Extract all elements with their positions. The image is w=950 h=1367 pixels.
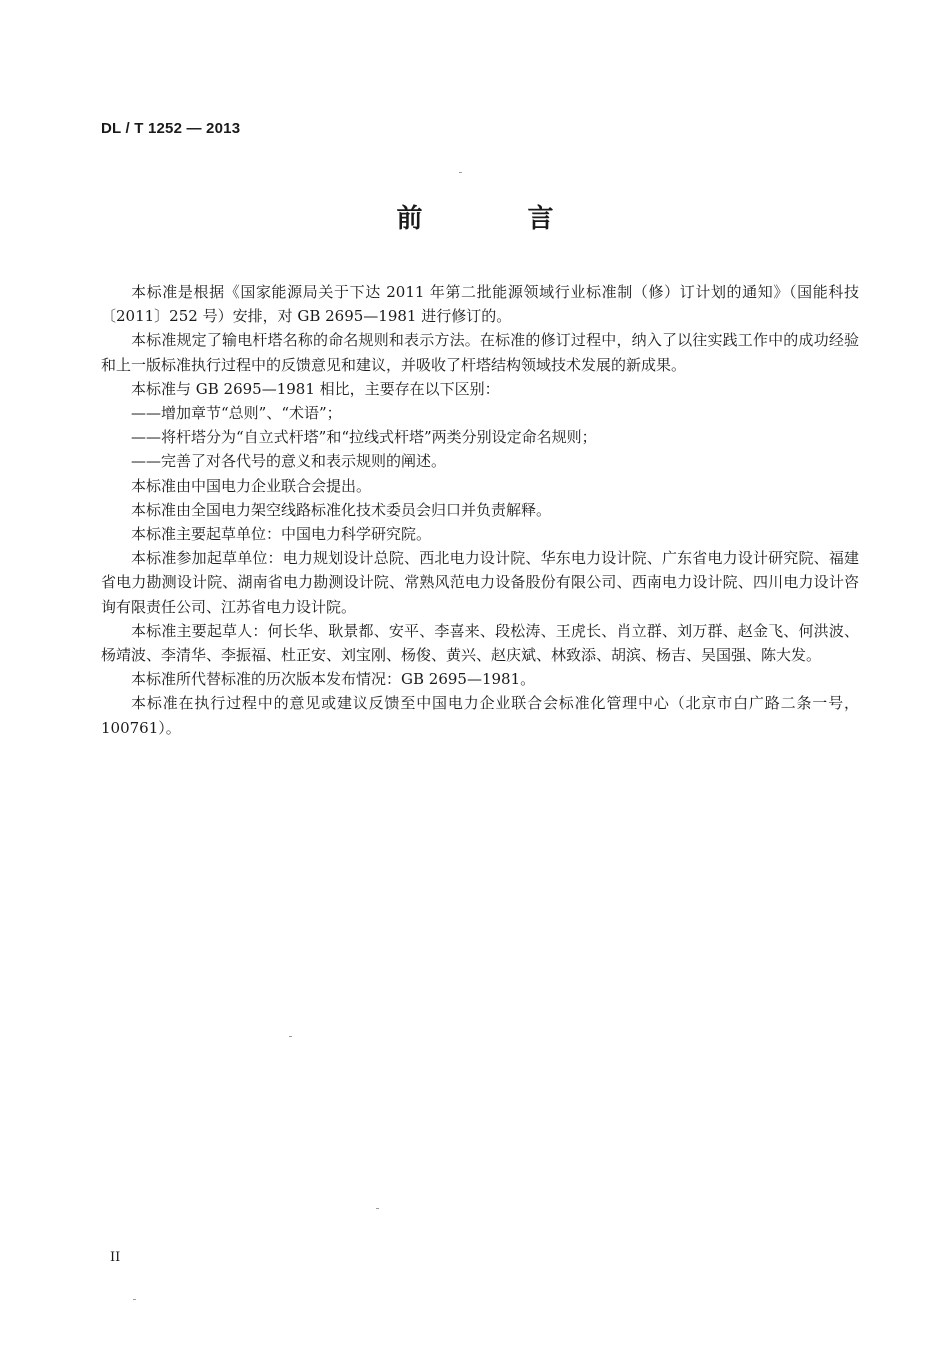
list-item-difference-2: ——将杆塔分为“自立式杆塔”和“拉线式杆塔”两类分别设定命名规则； [131, 428, 597, 447]
document-code: DL / T 1252 — 2013 [101, 120, 241, 137]
paragraph-proposer: 本标准由中国电力企业联合会提出。 [131, 476, 372, 495]
paragraph-committee: 本标准由全国电力架空线路标准化技术委员会归口并负责解释。 [131, 500, 552, 519]
paragraph-feedback: 本标准在执行过程中的意见或建议反馈至中国电力企业联合会标准化管理中心（北京市白广路二条一号，100761）。 [101, 694, 859, 737]
paragraph-scope: 本标准规定了输电杆塔名称的命名规则和表示方法。在标准的修订过程中，纳入了以往实践工作中的成功经验和上一版标准执行过程中的反馈意见和建议，并吸收了杆塔结构领域技术发展的新成果。 [101, 331, 859, 374]
list-item-difference-1: ——增加章节“总则”、“术语”； [131, 404, 342, 423]
list-item-difference-3: ——完善了对各代号的意义和表示规则的阐述。 [131, 452, 447, 471]
page-title: 前 言 [396, 204, 602, 234]
paragraph-participating-units: 本标准参加起草单位：电力规划设计总院、西北电力设计院、华东电力设计院、广东省电力设计研究院、福建省电力勘测设计院、湖南省电力勘测设计院、常熟风范电力设备股份有限公司、西南电力设计院、四川电力设计咨询有限责任公司、江苏省电力设计院。 [101, 549, 859, 616]
scan-speck [289, 1036, 292, 1037]
page-number: II [110, 1250, 121, 1265]
scan-speck [133, 1299, 136, 1300]
paragraph-basis: 本标准是根据《国家能源局关于下达 2011 年第二批能源领域行业标准制（修）订计划的通知》（国能科技〔2011〕252 号）安排，对 GB 2695—1981 进行修订的。 [101, 283, 859, 326]
paragraph-main-drafters: 本标准主要起草人：何长华、耿景都、安平、李喜来、段松涛、王虎长、肖立群、刘万群、赵金飞、何洪波、杨靖波、李清华、李振福、杜正安、刘宝刚、杨俊、黄兴、赵庆斌、林致添、胡滨、杨吉、吴国强、陈大发。 [101, 621, 859, 665]
scan-speck [459, 172, 462, 173]
paragraph-replaced-editions: 本标准所代替标准的历次版本发布情况：GB 2695—1981。 [131, 670, 536, 689]
paragraph-differences-intro: 本标准与 GB 2695—1981 相比，主要存在以下区别： [131, 379, 500, 398]
scan-speck [376, 1208, 379, 1209]
paragraph-main-drafter-unit: 本标准主要起草单位：中国电力科学研究院。 [131, 525, 432, 544]
foreword-body [101, 280, 859, 740]
